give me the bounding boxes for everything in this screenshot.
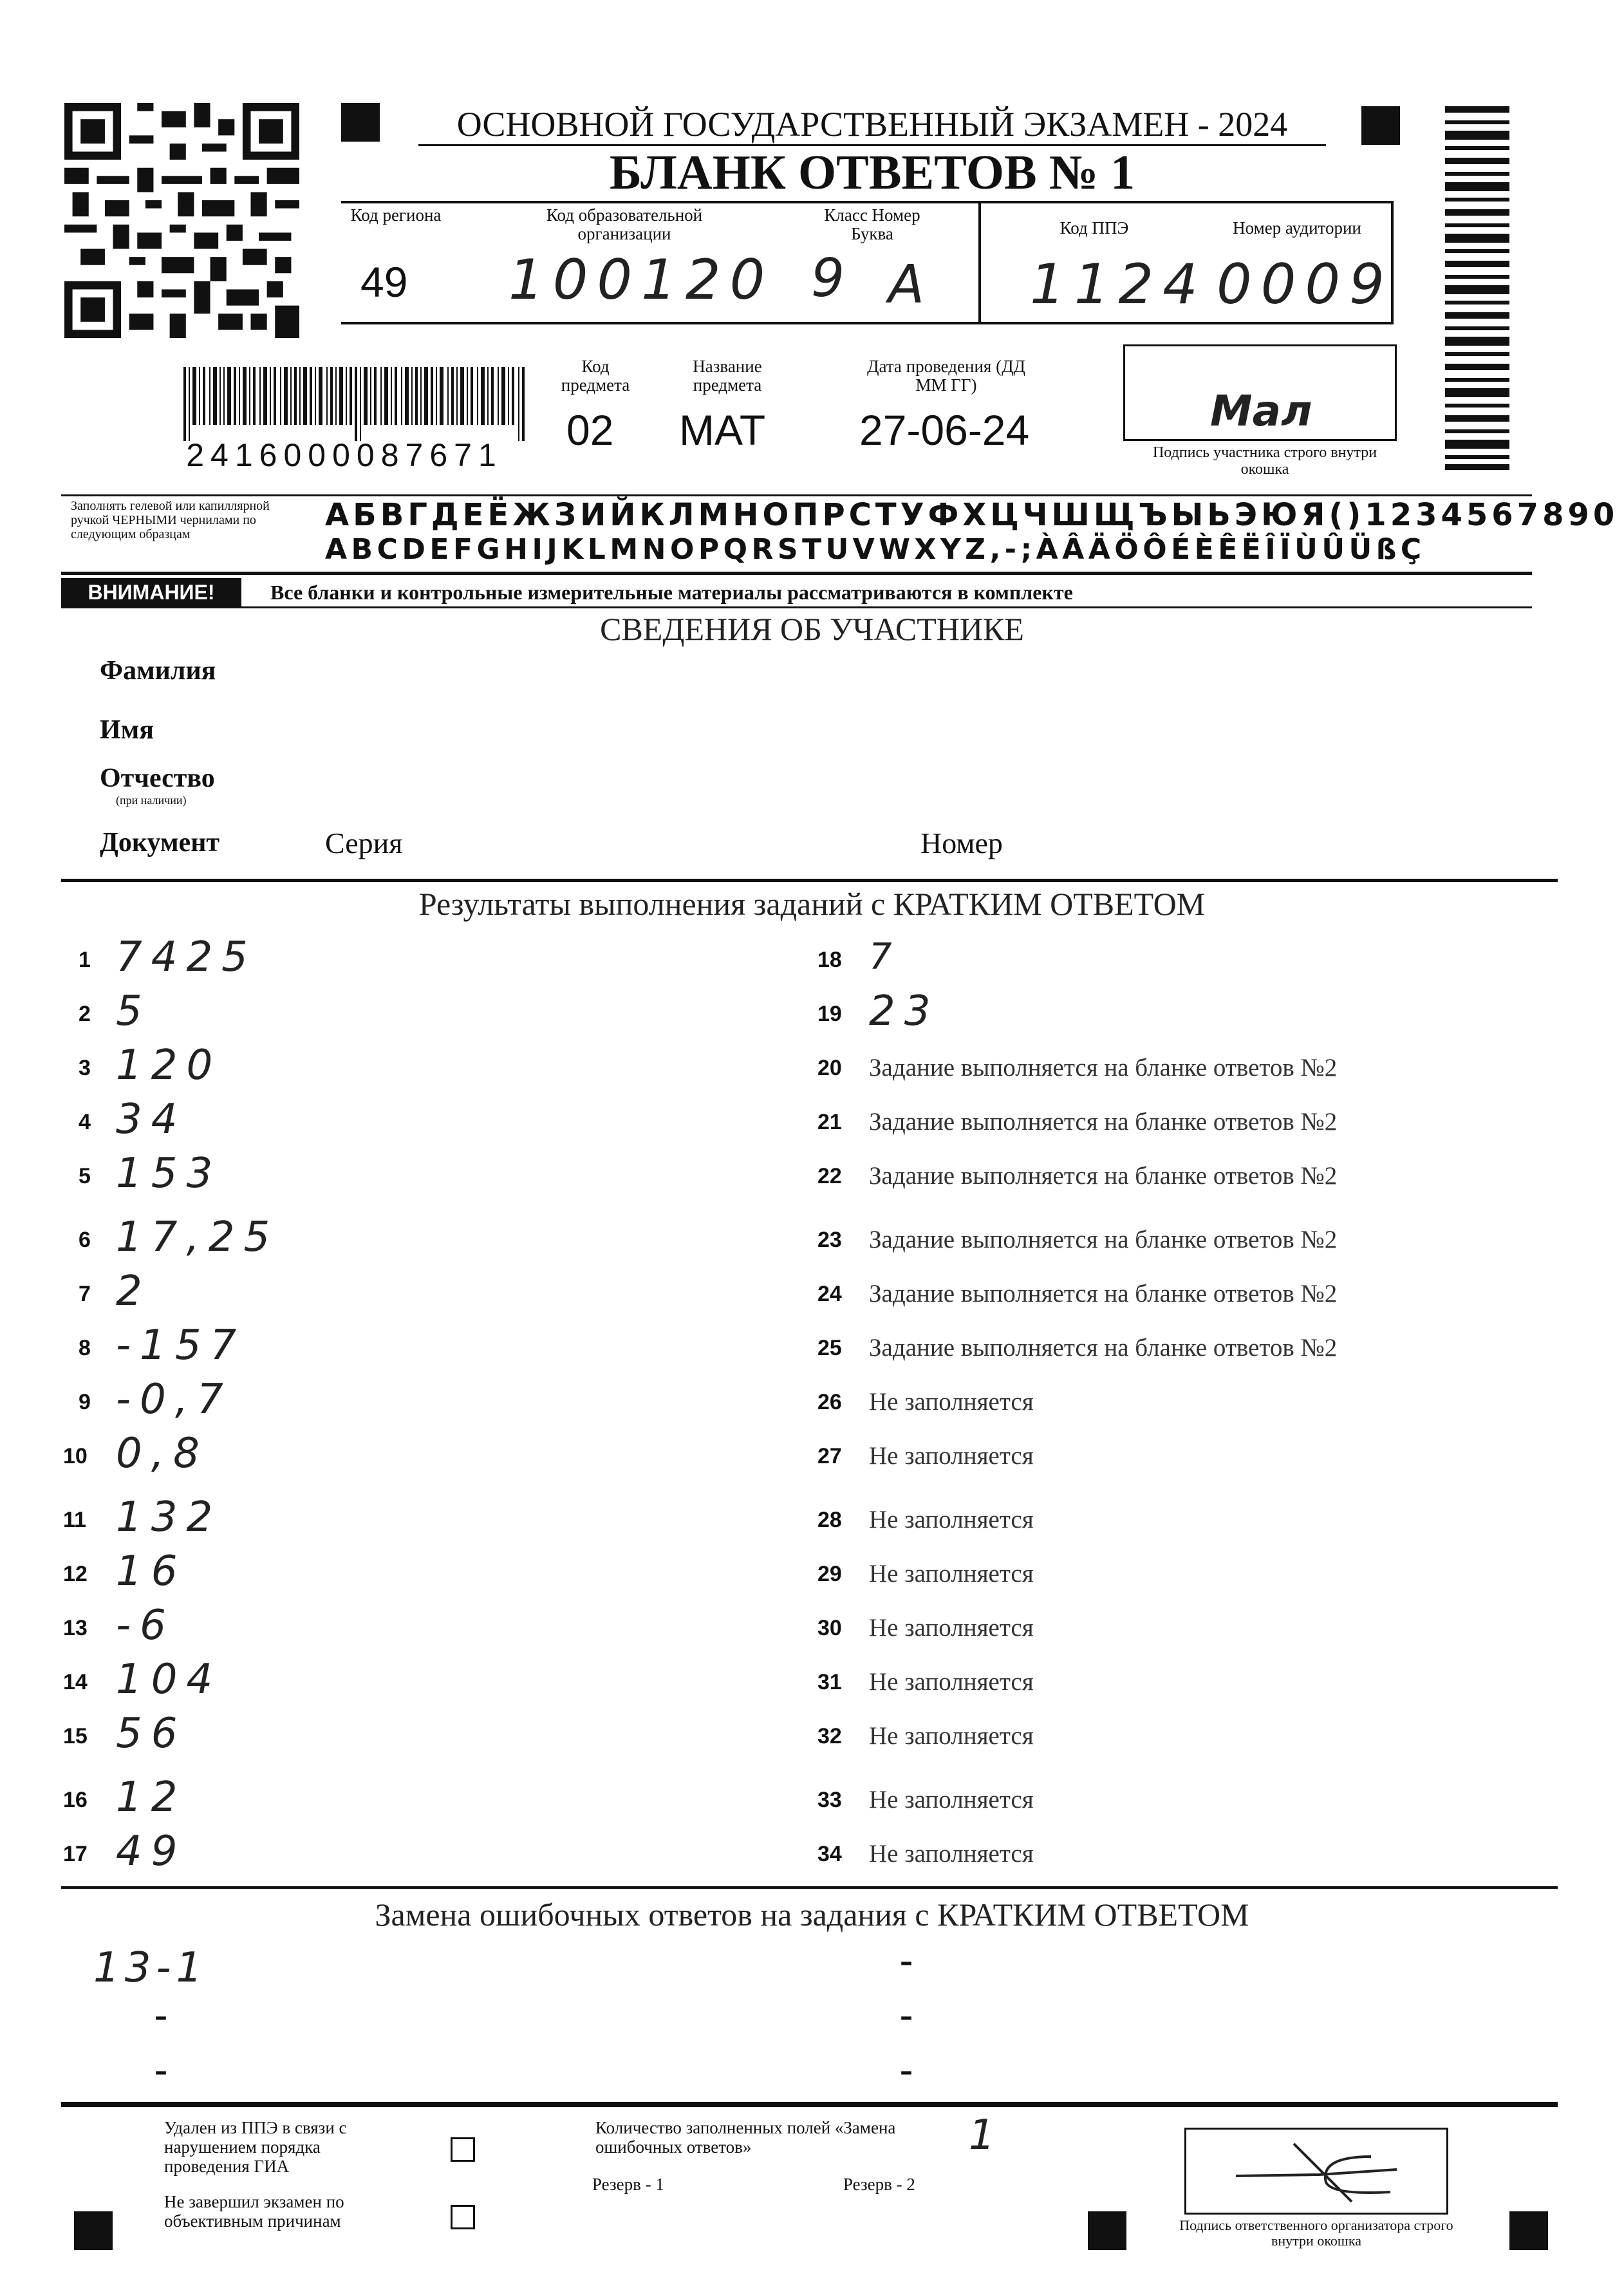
- short-answer-rule-top: [61, 879, 1558, 882]
- corner-marker-top-left: [341, 103, 380, 142]
- removed-label: Удален из ППЭ в связи с нарушением порядка проведения ГИА: [164, 2118, 347, 2176]
- short-answers-section-title: Результаты выполнения заданий с КРАТКИМ ОТВЕТОМ: [418, 886, 1206, 922]
- subject-code-label: Код предмета: [561, 357, 630, 395]
- series-label: Серия: [325, 827, 403, 859]
- replacement-count-value: 1: [969, 2112, 995, 2159]
- answer-value: 0,8: [116, 1430, 209, 1477]
- answer-value: 104: [116, 1656, 222, 1703]
- attention-text: Все бланки и контрольные измерительные материалы рассматриваются в комплекте: [270, 581, 1073, 604]
- room-number-label: Номер аудитории: [1233, 218, 1361, 238]
- replacement-dash: -: [900, 1993, 913, 2036]
- replacement-entry-1: 13-1: [93, 1944, 208, 1992]
- name-label: Имя: [100, 715, 154, 745]
- answer-value: 7: [869, 936, 901, 978]
- barcode-number: 2416000087671: [186, 437, 503, 473]
- number-label: Номер: [920, 827, 1003, 859]
- qr-code: [64, 103, 299, 338]
- sample-row-cyrillic: АБВГДЕЁЖЗИЙКЛМНОПРСТУФХЦЧШЩЪЫЬЭЮЯ()1234567890: [325, 497, 1619, 533]
- replacement-dash: -: [900, 2048, 913, 2090]
- answer-value: 16: [116, 1548, 187, 1595]
- participant-section-title: СВЕДЕНИЯ ОБ УЧАСТНИКЕ: [600, 611, 1024, 647]
- replacement-dash: -: [900, 1938, 913, 1981]
- answer-value: 56: [116, 1710, 187, 1757]
- answer-value: 2: [116, 1268, 151, 1315]
- sample-instruction: Заполнять гелевой или капиллярной ручкой ЧЕРНЫМИ чернилами по следующим образцам: [71, 499, 270, 541]
- document-label: Документ: [100, 828, 220, 857]
- class-letter-value: А: [888, 254, 934, 315]
- sample-rule-bottom: [61, 572, 1532, 575]
- subject-name-label: Название предмета: [693, 357, 762, 395]
- answer-value: -157: [116, 1322, 246, 1369]
- codes-divider: [978, 201, 981, 324]
- region-code-value: 49: [360, 258, 408, 306]
- ppe-code-label: Код ППЭ: [1059, 218, 1129, 238]
- answer-value: 7425: [116, 933, 257, 981]
- org-code-value: 100120: [509, 248, 774, 312]
- right-answers: 18 7 19 23 20 Задание выполняется на бланке ответов №2 21 Задание выполняется на бланке ответов №2 22 Задание выполняется на бланке ответов №2 23 Задание выполняется на бланке ответов №2 24 Задание выполняется на бланке ответов №2 25 Задание выполняется на бланке ответов №2 26 Не заполняется 27 Не заполняется 28 Не заполняется 29 Не заполняется 30 Не заполняется 31 Не заполняется 32 Не заполняется 33 Не заполняется 34 Не заполняется: [817, 936, 1338, 1868]
- class-label: Класс Номер Буква: [824, 205, 920, 243]
- ppe-code-value: 1124: [1030, 252, 1207, 317]
- answer-value: 5: [116, 988, 151, 1035]
- replacement-dash: -: [154, 1993, 167, 2036]
- reserve-2-label: Резерв - 2: [843, 2175, 915, 2194]
- surname-label: Фамилия: [100, 656, 216, 686]
- answer-value: 34: [116, 1096, 187, 1143]
- answer-value: 132: [116, 1494, 222, 1541]
- replacement-count-label: Количество заполненных полей «Замена ошибочных ответов»: [595, 2118, 896, 2157]
- left-answers: 1 7425 2 5 3 120 4 34 5 153 6 17,25 7 2 8 -157 9 -0,7 10 0,8 11 132 12 16 13 -6 14 104 15 56 16 12 17 49: [63, 933, 279, 1875]
- organizer-signature: [1223, 2131, 1416, 2208]
- side-barcode: [1445, 106, 1509, 470]
- exam-title: ОСНОВНОЙ ГОСУДАРСТВЕННЫЙ ЭКЗАМЕН - 2024: [418, 104, 1326, 146]
- sample-row-latin: ABCDEFGHIJKLMNOPQRSTUVWXYZ,-;ÀÂÄÖÔÉÈÊËÎÏÙÛÜßÇ: [325, 533, 1426, 566]
- subject-code-value: 02: [566, 406, 614, 454]
- answer-value: 120: [116, 1042, 222, 1089]
- answer-value: 23: [869, 988, 940, 1035]
- room-number-value: 0009: [1217, 252, 1394, 317]
- patronymic-label: Отчество: [100, 764, 215, 793]
- not-finished-checkbox[interactable]: [451, 2205, 475, 2229]
- replacement-rule: [61, 1886, 1558, 1889]
- exam-date-label: Дата проведения (ДД ММ ГГ): [867, 357, 1025, 395]
- footer-rule: [61, 2102, 1558, 2107]
- class-number-value: 9: [811, 248, 854, 309]
- answer-value: 153: [116, 1150, 222, 1197]
- sample-rule-top: [61, 494, 1532, 496]
- answer-value: 17,25: [116, 1213, 279, 1261]
- organizer-signature-caption: Подпись ответственного организатора строго внутри окошка: [1179, 2217, 1453, 2249]
- attention-badge: ВНИМАНИЕ!: [61, 578, 241, 606]
- org-code-label: Код образовательной организации: [546, 205, 703, 243]
- subject-name-value: МАТ: [679, 406, 766, 454]
- participant-signature-caption: Подпись участника строго внутри окошка: [1152, 444, 1377, 478]
- answer-value: 12: [116, 1774, 187, 1821]
- corner-marker-bottom-left: [74, 2211, 113, 2250]
- answer-value: -0,7: [116, 1376, 232, 1423]
- answer-value: -6: [116, 1602, 175, 1649]
- form-barcode: [183, 367, 531, 441]
- form-subtitle: БЛАНК ОТВЕТОВ № 1: [609, 145, 1135, 200]
- replacement-section-title: Замена ошибочных ответов на задания с КРАТКИМ ОТВЕТОМ: [375, 1897, 1249, 1933]
- patronymic-note: (при наличии): [116, 794, 187, 807]
- region-code-label: Код региона: [350, 205, 442, 225]
- removed-checkbox[interactable]: [451, 2137, 475, 2162]
- replacement-dash: -: [154, 2048, 167, 2090]
- corner-marker-bottom-right: [1509, 2211, 1548, 2250]
- reserve-1-label: Резерв - 1: [592, 2175, 664, 2194]
- answer-value: 49: [116, 1828, 187, 1875]
- attention-rule: [61, 606, 1532, 608]
- corner-marker-bottom-center: [1088, 2211, 1126, 2250]
- participant-signature: Мал: [1210, 386, 1312, 436]
- exam-date-value: 27-06-24: [859, 406, 1030, 454]
- corner-marker-top-right: [1361, 106, 1400, 145]
- not-finished-label: Не завершил экзамен по объективным причинам: [164, 2192, 344, 2231]
